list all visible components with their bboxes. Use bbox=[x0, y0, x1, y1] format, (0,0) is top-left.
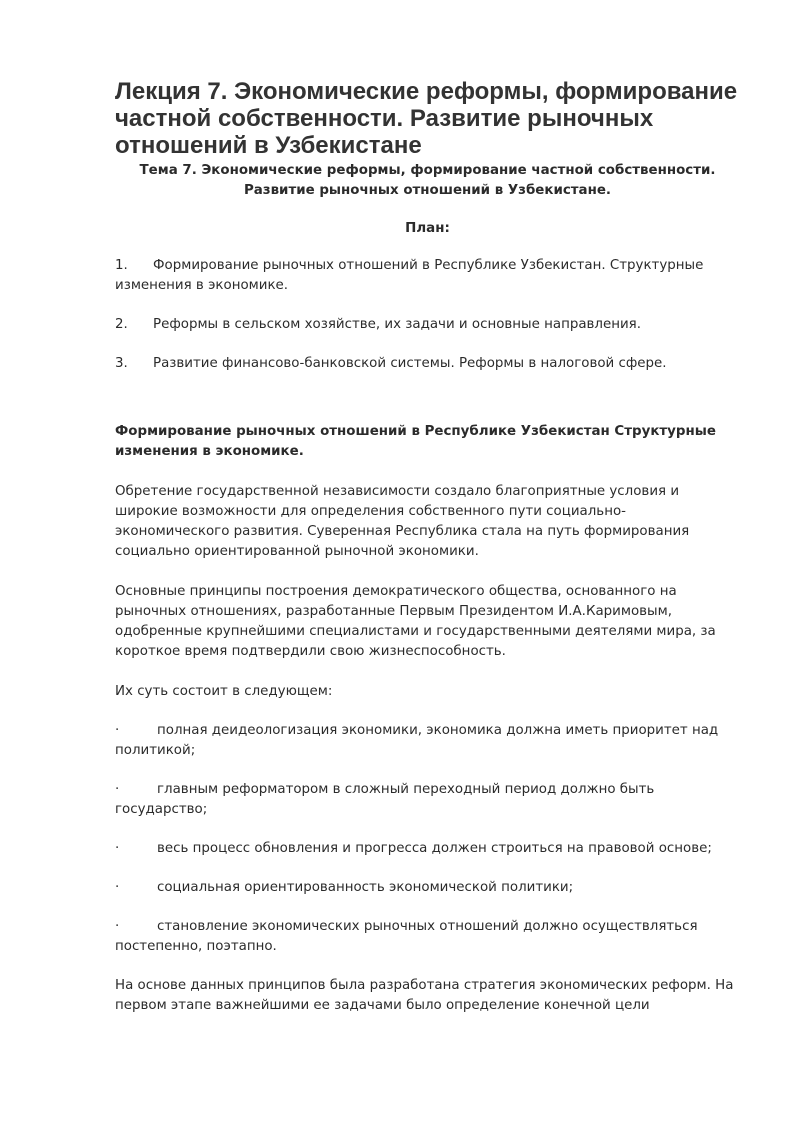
lecture-title: Лекция 7. Экономические реформы, формирование частной собственности. Развитие рыночных отношений в Узбекистане bbox=[115, 78, 738, 159]
bullet-text: главным реформатором в сложный переходный период должно быть государство; bbox=[115, 782, 655, 817]
topic-title-line-1: Тема 7. Экономические реформы, формирование частной собственности. bbox=[139, 163, 716, 178]
bullet-item-3 bbox=[115, 839, 740, 859]
bullet-item-4 bbox=[115, 878, 740, 898]
plan-item-3 bbox=[115, 354, 740, 374]
bullet-text: социальная ориентированность экономической политики; bbox=[157, 880, 574, 895]
paragraph-4: На основе данных принципов была разработана стратегия экономических реформ. На первом этапе важнейшими ее задачами было определение конечной цели bbox=[115, 978, 734, 1013]
bullet-dot: · bbox=[115, 723, 120, 738]
bullet-dot: · bbox=[115, 841, 120, 856]
bullet-item-5 bbox=[115, 917, 740, 957]
bullet-dot: · bbox=[115, 919, 120, 934]
paragraph-3: Их суть состоит в следующем: bbox=[115, 684, 333, 699]
plan-item-text: Реформы в сельском хозяйстве, их задачи и основные направления. bbox=[153, 317, 641, 332]
bullet-text: полная деидеологизация экономики, экономика должна иметь приоритет над политикой; bbox=[115, 723, 719, 758]
topic-title-line-2: Развитие рыночных отношений в Узбекистане. bbox=[243, 183, 612, 198]
plan-item-number: 3. bbox=[115, 356, 128, 371]
document-page bbox=[115, 78, 740, 1016]
plan-item-text: Развитие финансово-банковской системы. Реформы в налоговой сфере. bbox=[153, 356, 667, 371]
plan-item-text: Формирование рыночных отношений в Республике Узбекистан. Структурные изменения в экономике. bbox=[115, 258, 704, 293]
plan-item-number: 1. bbox=[115, 258, 128, 273]
plan-item-1 bbox=[115, 256, 740, 296]
section-heading: Формирование рыночных отношений в Республике Узбекистан Структурные изменения в экономике. bbox=[115, 424, 716, 459]
topic-title bbox=[115, 161, 740, 201]
plan-item-2 bbox=[115, 315, 740, 335]
bullet-text: становление экономических рыночных отношений должно осуществляться постепенно, поэтапно. bbox=[115, 919, 698, 954]
bullet-dot: · bbox=[115, 880, 120, 895]
plan-item-number: 2. bbox=[115, 317, 128, 332]
bullet-dot: · bbox=[115, 782, 120, 797]
paragraph-2: Основные принципы построения демократического общества, основанного на рыночных отношениях, разработанные Первым Президентом И.А.Каримовым, одобренные крупнейшими специалистами и государственными деятелями мира, за короткое время подтвердили свою жизнеспособность. bbox=[115, 584, 716, 659]
bullet-list bbox=[115, 721, 740, 957]
bullet-text: весь процесс обновления и прогресса должен строиться на правовой основе; bbox=[157, 841, 712, 856]
bullet-item-1 bbox=[115, 721, 740, 761]
plan-list bbox=[115, 256, 740, 374]
bullet-item-2 bbox=[115, 780, 740, 820]
plan-heading: План: bbox=[405, 221, 450, 236]
paragraph-1: Обретение государственной независимости создало благоприятные условия и широкие возможности для определения собственного пути социально-экономического развития. Суверенная Республика стала на путь формирования социально ориентированной рыночной экономики. bbox=[115, 484, 690, 559]
